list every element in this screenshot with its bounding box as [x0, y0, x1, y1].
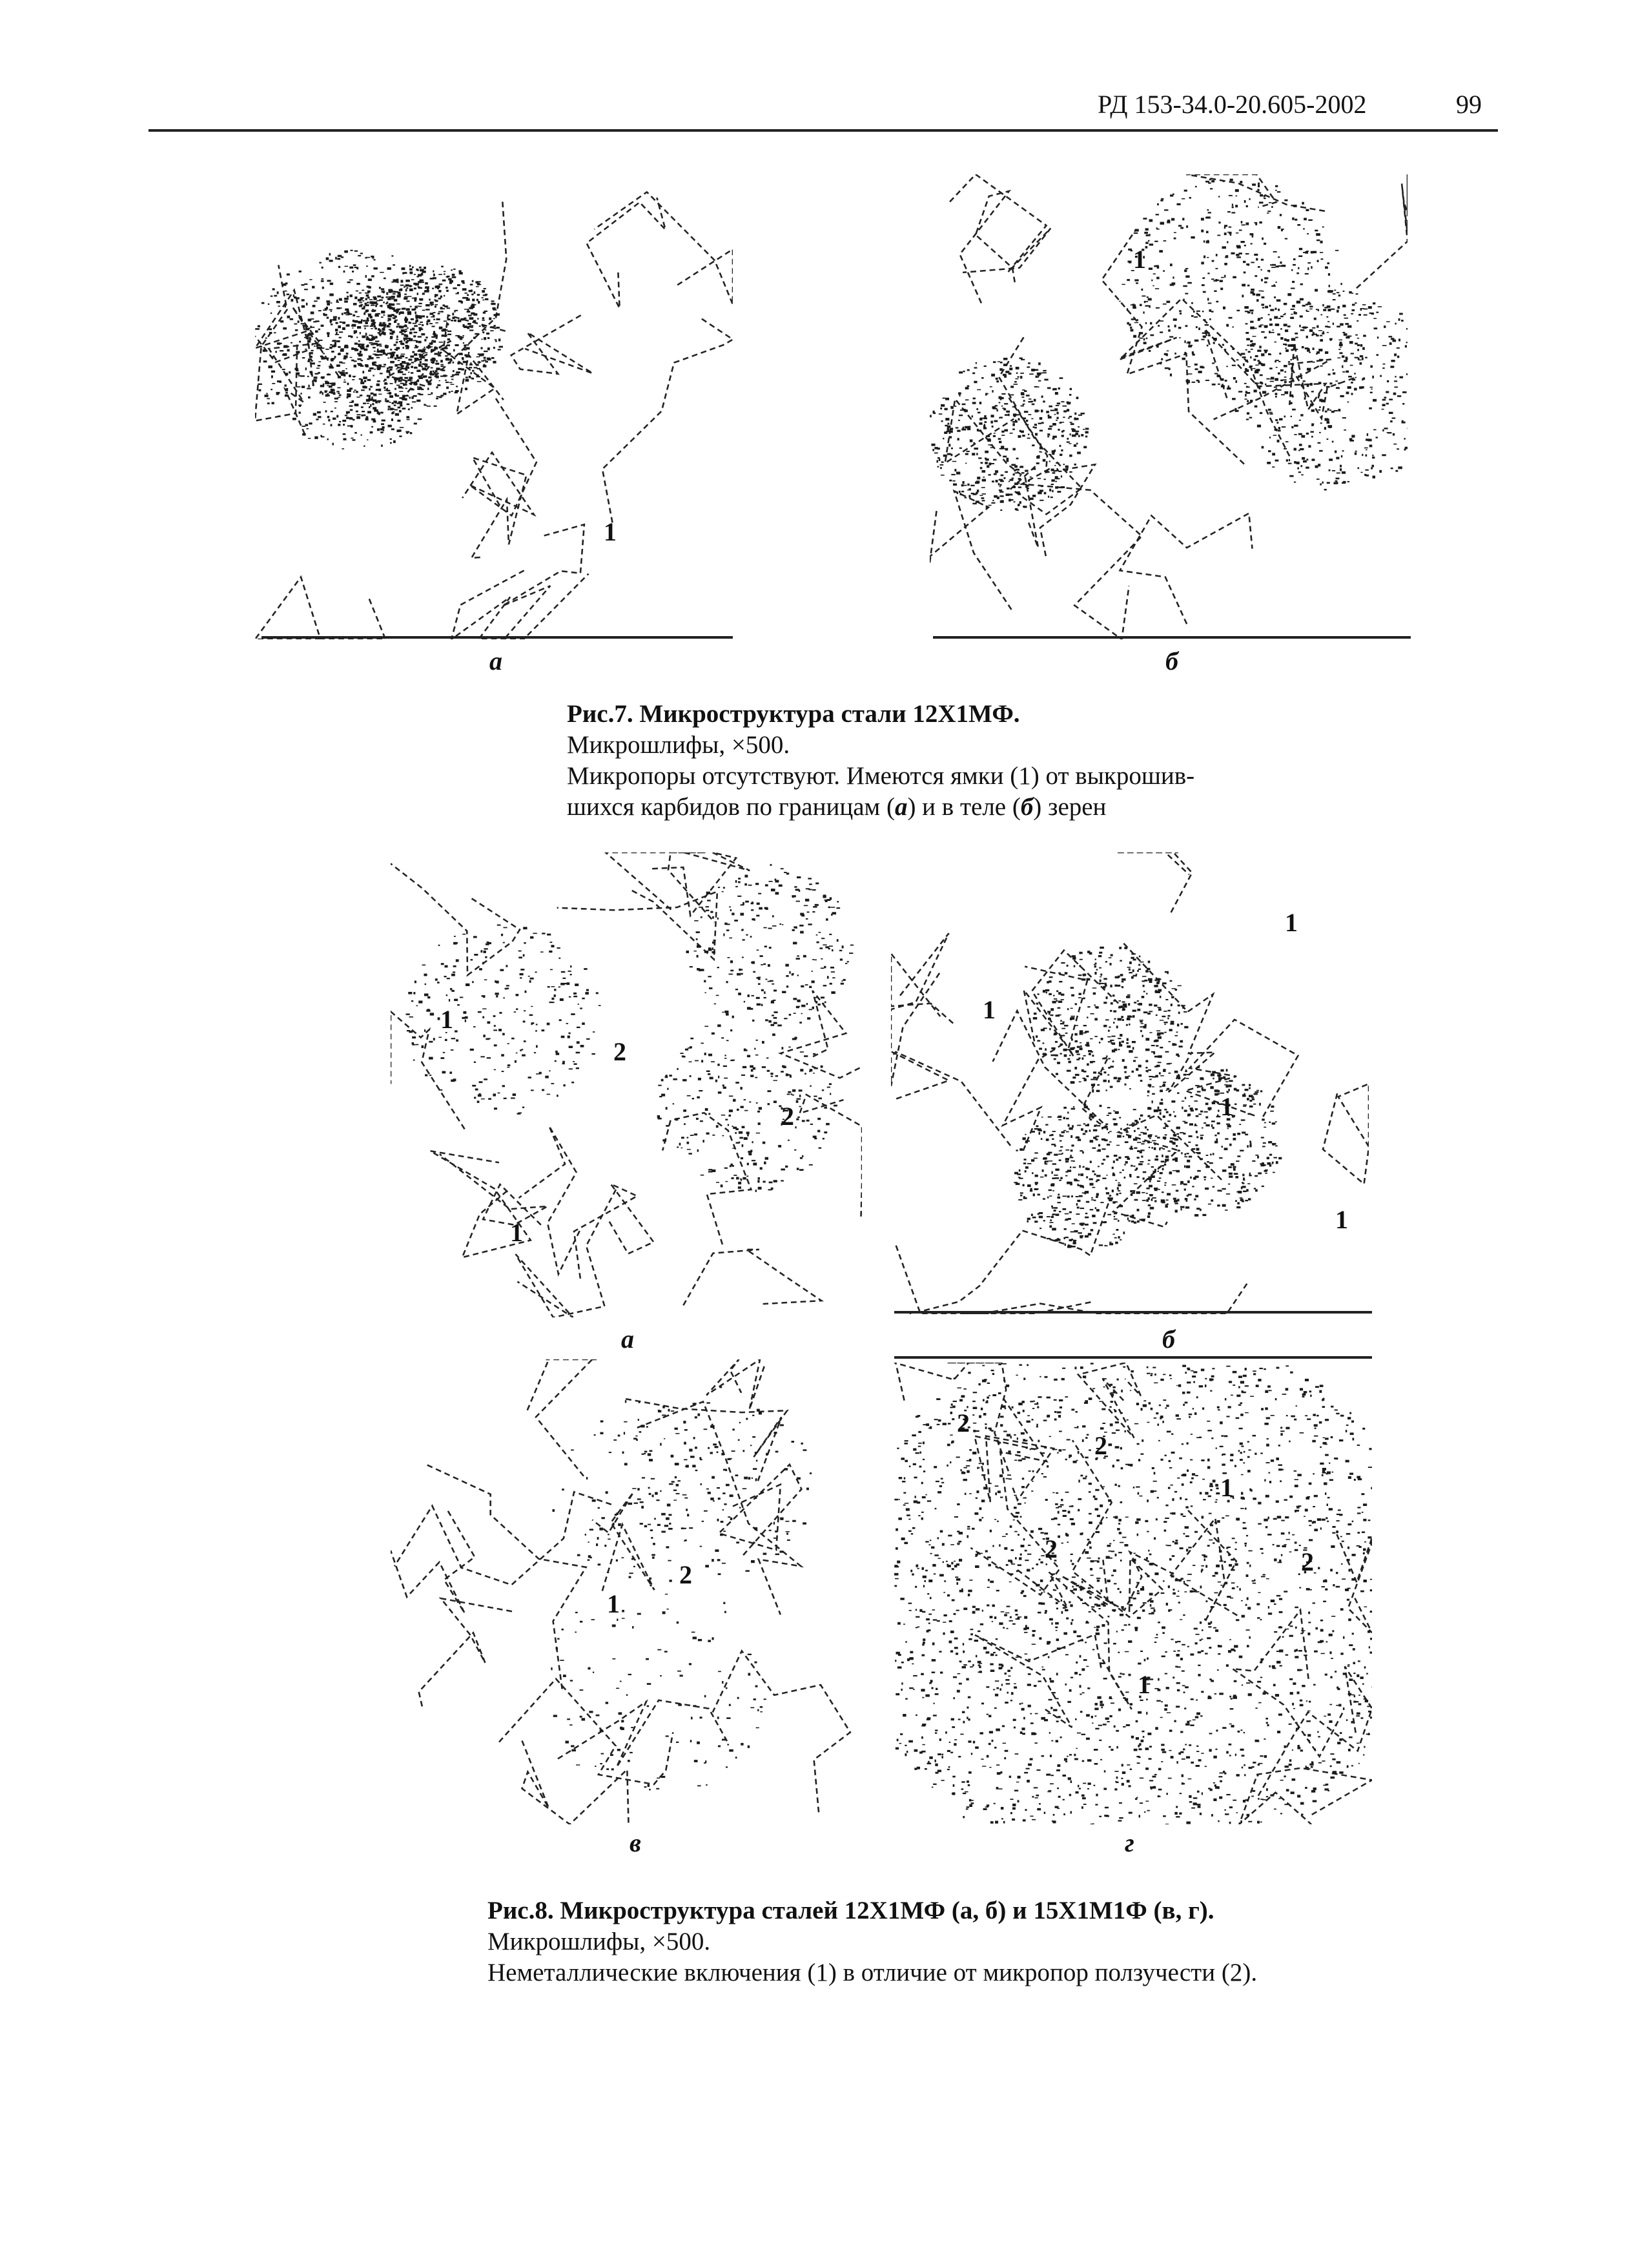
- marker-8c-2: 2: [679, 1560, 692, 1589]
- micrograph-8d-topline: [894, 1356, 1372, 1359]
- marker-7b-1: 1: [1133, 245, 1146, 274]
- figure-7-caption-line3: шихся карбидов по границам (а) и в теле (б) зерен: [567, 793, 1107, 821]
- micrograph-7a-baseline: [261, 636, 733, 639]
- page-number: 99: [1456, 90, 1482, 119]
- marker-8d-3: 1: [1220, 1473, 1233, 1502]
- figure-7-caption-line2: Микропоры отсутствуют. Имеются ямки (1) от выкрошив-: [567, 762, 1195, 790]
- marker-8a-4: 1: [510, 1218, 523, 1247]
- marker-8b-2: 1: [983, 995, 996, 1024]
- micrograph-8a: [391, 852, 862, 1317]
- micrograph-8c: [391, 1359, 868, 1824]
- figure-8-caption: [487, 1895, 1257, 1988]
- panel-label-8b: б: [1162, 1325, 1175, 1354]
- figure-7-title: Рис.7. Микроструктура стали 12Х1МФ.: [567, 700, 1020, 728]
- micrograph-8a-image: [391, 852, 862, 1317]
- micrograph-7b-image: [930, 174, 1408, 639]
- figure-7-caption-line1: Микрошлифы, ×500.: [567, 731, 790, 759]
- figure-7-caption: [567, 699, 1194, 823]
- panel-label-7b: б: [1165, 646, 1178, 675]
- marker-8b-3: 1: [1220, 1092, 1233, 1121]
- figure-8-caption-line2: Неметаллические включения (1) в отличие от микропор ползучести (2).: [487, 1959, 1258, 1986]
- panel-label-7a: а: [489, 646, 502, 675]
- document-code: РД 153-34.0-20.605-2002: [1098, 90, 1367, 119]
- marker-8d-1: 2: [957, 1408, 970, 1438]
- marker-8d-2: 2: [1094, 1431, 1107, 1460]
- marker-8a-1: 1: [440, 1005, 453, 1034]
- marker-8d-5: 2: [1301, 1547, 1314, 1576]
- figure-8-title: Рис.8. Микроструктура сталей 12Х1МФ (а, б) и 15Х1М1Ф (в, г).: [487, 1897, 1214, 1924]
- marker-7a-1: 1: [604, 517, 617, 546]
- header-rule: [149, 129, 1498, 132]
- marker-8a-3: 2: [781, 1102, 794, 1131]
- micrograph-8c-image: [391, 1359, 868, 1824]
- panel-label-8c: в: [630, 1828, 641, 1857]
- micrograph-7a: [255, 174, 733, 639]
- panel-label-8d: г: [1125, 1828, 1134, 1857]
- marker-8a-2: 2: [613, 1037, 626, 1066]
- figure-8-caption-line1: Микрошлифы, ×500.: [487, 1928, 711, 1955]
- marker-8b-4: 1: [1335, 1205, 1348, 1234]
- marker-8b-1: 1: [1285, 908, 1298, 937]
- panel-label-8a: а: [621, 1325, 634, 1354]
- micrograph-7b: [930, 174, 1408, 639]
- micrograph-7a-image: [255, 174, 733, 639]
- micrograph-7b-baseline: [933, 636, 1411, 639]
- marker-8d-6: 1: [1138, 1670, 1151, 1699]
- micrograph-8b-baseline: [894, 1311, 1372, 1314]
- marker-8d-4: 2: [1045, 1534, 1058, 1563]
- marker-8c-1: 1: [607, 1589, 620, 1618]
